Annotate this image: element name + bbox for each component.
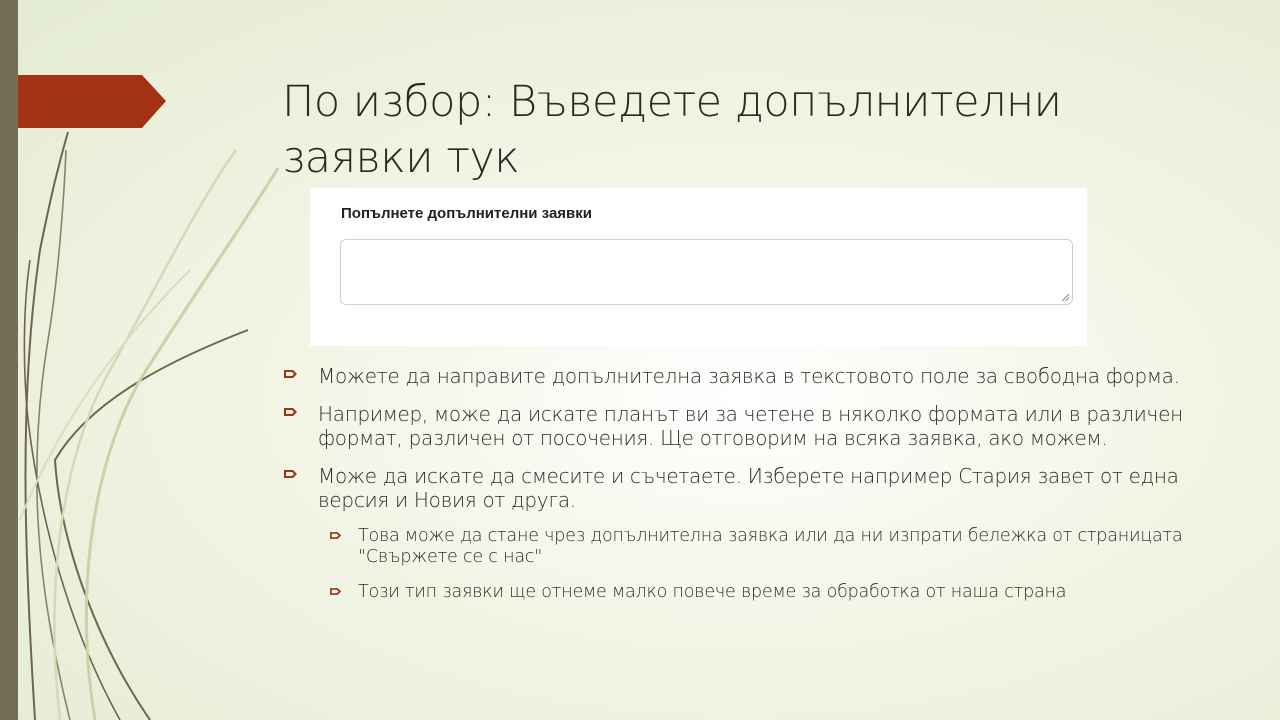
bullet-item bbox=[282, 402, 1212, 450]
arrow-bullet-icon bbox=[330, 587, 342, 596]
bullet-list bbox=[282, 364, 1212, 617]
title-arrow-banner-icon bbox=[0, 0, 170, 130]
additional-requests-textarea[interactable] bbox=[340, 239, 1073, 305]
arrow-bullet-icon bbox=[284, 369, 298, 379]
arrow-bullet-icon bbox=[330, 531, 342, 540]
bullet-item bbox=[282, 464, 1212, 512]
sub-bullet-text: Този тип заявки ще отнеме малко повече време за обработка от наша страна bbox=[358, 582, 1067, 602]
resize-grip-icon[interactable] bbox=[1061, 293, 1070, 302]
bullet-text: Например, може да искате планът ви за четене в няколко формата или в различен формат, различен от посочения. Ще отговорим на всяка заявка, ако можем. bbox=[318, 402, 1183, 450]
bullet-text: Можете да направите допълнителна заявка в текстовото поле за свободна форма. bbox=[318, 364, 1180, 388]
sub-bullet-item bbox=[328, 526, 1212, 568]
sub-bullet-text: Това може да стане чрез допълнителна заявка или да ни изпрати бележка от страницата "Свържете се с нас" bbox=[358, 526, 1183, 567]
slide-title: По избор: Въведете допълнителни заявки тук bbox=[282, 77, 1062, 183]
form-field-label: Попълнете допълнителни заявки bbox=[341, 205, 592, 222]
bullet-item bbox=[282, 364, 1212, 388]
form-screenshot-panel bbox=[310, 188, 1087, 346]
sub-bullet-item bbox=[328, 582, 1212, 603]
arrow-bullet-icon bbox=[284, 469, 298, 479]
arrow-bullet-icon bbox=[284, 407, 298, 417]
bullet-text: Може да искате да смесите и съчетаете. Изберете например Стария завет от една версия и Новия от друга. bbox=[318, 464, 1179, 512]
